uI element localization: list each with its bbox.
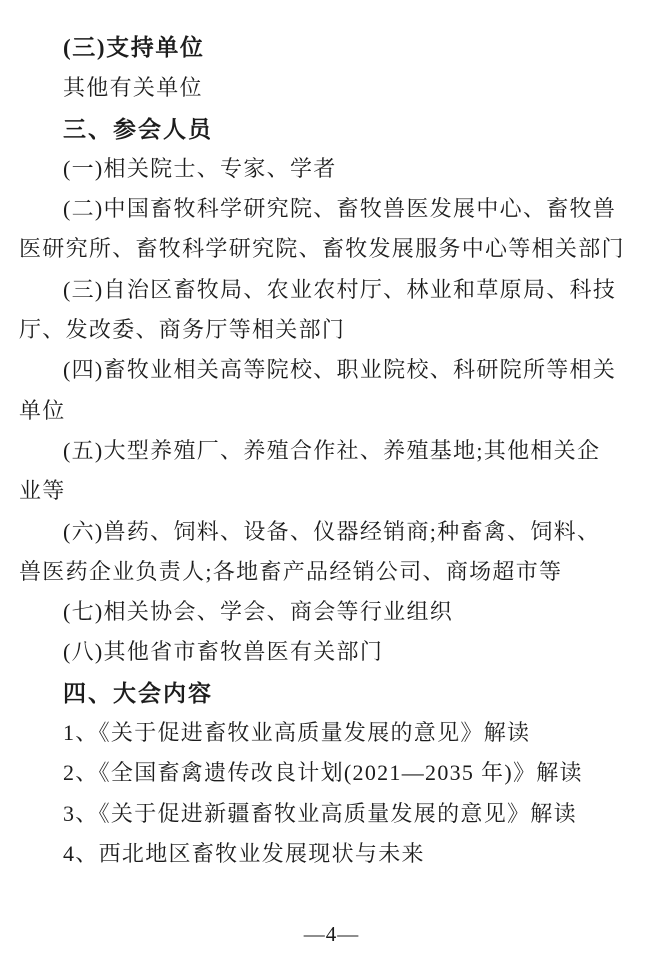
agenda-item-1: 1、《关于促进畜牧业高质量发展的意见》解读	[63, 720, 531, 746]
attendees-item-2-line-1: (二)中国畜牧科学研究院、畜牧兽医发展中心、畜牧兽	[63, 196, 617, 222]
page-number: —4—	[303, 922, 360, 946]
attendees-item-3-line-1: (三)自治区畜牧局、农业农村厅、林业和草原局、科技	[63, 276, 617, 302]
attendees-item-4-line-2: 单位	[19, 397, 66, 423]
attendees-item-5-line-1: (五)大型养殖厂、养殖合作社、养殖基地;其他相关企	[63, 437, 601, 463]
heading-support-units: (三)支持单位	[63, 35, 205, 60]
attendees-item-7: (七)相关协会、学会、商会等行业组织	[63, 599, 454, 625]
agenda-item-3: 3、《关于促进新疆畜牧业高质量发展的意见》解读	[63, 800, 577, 826]
attendees-item-2-line-2: 医研究所、畜牧科学研究院、畜牧发展服务中心等相关部门	[19, 236, 625, 262]
attendees-item-6-line-1: (六)兽药、饲料、设备、仪器经销商;种畜禽、饲料、	[63, 518, 601, 544]
attendees-item-5-line-2: 业等	[19, 478, 66, 504]
attendees-item-1: (一)相关院士、专家、学者	[63, 155, 337, 181]
attendees-item-8: (八)其他省市畜牧兽医有关部门	[63, 639, 384, 665]
attendees-item-3-line-2: 厅、发改委、商务厅等相关部门	[19, 317, 346, 343]
heading-agenda: 四、大会内容	[63, 679, 213, 706]
support-units-text: 其他有关单位	[63, 75, 203, 101]
attendees-item-6-line-2: 兽医药企业负责人;各地畜产品经销公司、商场超市等	[19, 558, 563, 584]
heading-attendees: 三、参会人员	[63, 115, 213, 142]
agenda-item-4: 4、西北地区畜牧业发展现状与未来	[63, 840, 425, 866]
attendees-item-4-line-1: (四)畜牧业相关高等院校、职业院校、科研院所等相关	[63, 357, 617, 383]
agenda-item-2: 2、《全国畜禽遗传改良计划(2021—2035 年)》解读	[63, 760, 583, 786]
document-body	[19, 28, 645, 874]
